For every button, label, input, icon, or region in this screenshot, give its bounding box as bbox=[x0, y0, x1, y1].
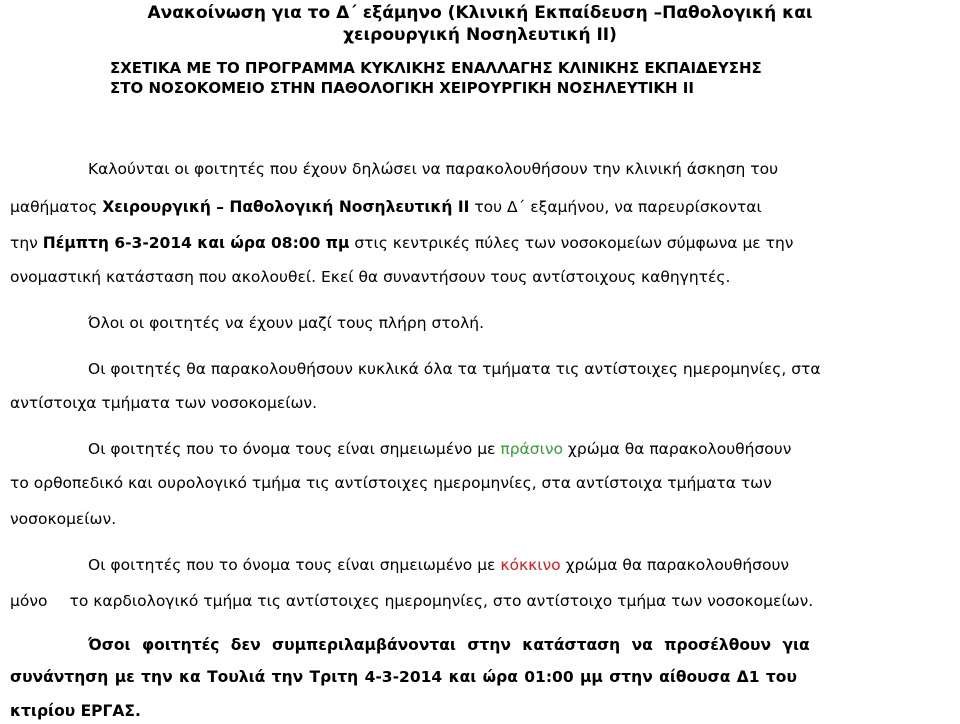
text: του Δ΄ εξαμήνου, να παρευρίσκονται bbox=[469, 198, 762, 216]
paragraph-1-line-3 bbox=[10, 232, 956, 254]
red-keyword: κόκκινο bbox=[500, 556, 561, 574]
paragraph-1-line-2 bbox=[10, 196, 956, 218]
text: το καρδιολογικό τμήμα τις αντίστοιχες ημερομηνίες, στο αντίστοιχο τμήμα των νοσοκομείων. bbox=[69, 592, 814, 610]
paragraph-4-line-3: νοσοκομείων. bbox=[10, 510, 117, 528]
text: Οι φοιτητές που το όνομα τους είναι σημειωμένο με bbox=[88, 556, 501, 574]
paragraph-6-line-1: Όσοι φοιτητές δεν συμπεριλαμβάνονται στην κατάσταση να προσέλθουν για bbox=[88, 636, 810, 654]
paragraph-4-line-1 bbox=[88, 438, 960, 460]
paragraph-1-line-4: ονομαστική κατάσταση που ακολουθεί. Εκεί θα συναντήσουν τους αντίστοιχους καθηγητές. bbox=[10, 268, 731, 286]
course-name: Χειρουργική – Παθολογική Νοσηλευτική ΙΙ bbox=[102, 198, 470, 216]
announcement-title-line-2: χειρουργική Νοσηλευτική ΙΙ) bbox=[343, 25, 617, 45]
paragraph-4-line-2: το ορθοπεδικό και ουρολογικό τμήμα τις αντίστοιχες ημερομηνίες, στα αντίστοιχα τμήματα των bbox=[10, 474, 772, 492]
text: στις κεντρικές πύλες των νοσοκομείων σύμφωνα με την bbox=[349, 234, 794, 252]
paragraph-6-line-2: συνάντηση με την κα Τουλιά την Τριτη 4-3-2014 και ώρα 01:00 μμ στην αίθουσα Δ1 του bbox=[10, 668, 797, 686]
paragraph-5-line-2 bbox=[10, 590, 956, 612]
green-keyword: πράσινο bbox=[500, 440, 563, 458]
text: μόνο bbox=[10, 592, 48, 610]
text: μαθήματος bbox=[10, 198, 103, 216]
subtitle-line-2: ΣΤΟ ΝΟΣΟΚΟΜΕΙΟ ΣΤΗΝ ΠΑΘΟΛΟΓΙΚΗ ΧΕΙΡΟΥΡΓΙΚΗ ΝΟΣΗΛΕΥΤΙΚΗ ΙΙ bbox=[110, 79, 694, 97]
subtitle-line-1: ΣΧΕΤΙΚΑ ΜΕ ΤΟ ΠΡΟΓΡΑΜΜΑ ΚΥΚΛΙΚΗΣ ΕΝΑΛΛΑΓΗΣ ΚΛΙΝΙΚΗΣ ΕΚΠΑΙΔΕΥΣΗΣ bbox=[110, 59, 762, 77]
text: την bbox=[10, 234, 43, 252]
paragraph-3-line-1: Οι φοιτητές θα παρακολουθήσουν κυκλικά όλα τα τμήματα τις αντίστοιχες ημερομηνίες, στα bbox=[88, 360, 821, 378]
meeting-datetime: Πέμπτη 6-3-2014 και ώρα 08:00 πμ bbox=[42, 234, 350, 252]
text: χρώμα θα παρακολουθήσουν bbox=[560, 556, 790, 574]
paragraph-2: Όλοι οι φοιτητές να έχουν μαζί τους πλήρη στολή. bbox=[88, 314, 485, 332]
announcement-title-line-1: Ανακοίνωση για το Δ΄ εξάμηνο (Κλινική Εκπαίδευση –Παθολογική και bbox=[147, 3, 813, 23]
text: χρώμα θα παρακολουθήσουν bbox=[562, 440, 792, 458]
paragraph-6-line-3: κτιρίου ΕΡΓΑΣ. bbox=[10, 702, 141, 720]
text: Οι φοιτητές που το όνομα τους είναι σημειωμένο με bbox=[88, 440, 501, 458]
paragraph-5-line-1 bbox=[88, 554, 960, 576]
paragraph-1-line-1: Καλούνται οι φοιτητές που έχουν δηλώσει να παρακολουθήσουν την κλινική άσκηση του bbox=[88, 160, 779, 178]
paragraph-3-line-2: αντίστοιχα τμήματα των νοσοκομείων. bbox=[10, 394, 318, 412]
